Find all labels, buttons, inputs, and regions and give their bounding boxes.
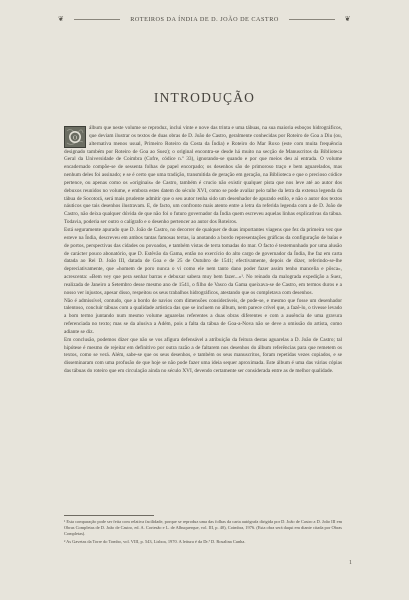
ornament-right-icon: ❦ <box>344 15 352 23</box>
illuminated-dropcap-icon <box>64 126 86 148</box>
body-text <box>64 125 342 376</box>
dropcap-letter: O <box>72 135 78 142</box>
footnote-rule <box>64 515 154 516</box>
running-title: ROTEIROS DA ÍNDIA DE D. JOÃO DE CASTRO <box>130 15 279 23</box>
page-number: 1 <box>349 560 352 566</box>
paragraph: Está seguramente apurado que D. João de Castro, no decorrer de qualquer de duas importantes viagens que fez da primeira vez que esteve na Índia, descreveu em ambos tantas famosas terras, ia anotando a bordo representações gráficas da configuração de baías e de portos, perspectivas das cidades ou povoados, e também vistas de terra tomadas do mar. O facto é testemunhado por uma alusão de carácter pouco abonatório, que D. Estêvão da Gama, então no exercício do alto cargo de governador da Índia, lhe faz em carta datada ao Rei D. João III, datada de Goa e de 25 de Outubro de 1541; efectivamente, depois de dizer, referindo-se-lhe depreciativamente, que «homem de poro nunca o vi como ele nem tanto dano poder fazer assim tenho mancelia e pôsca», acrescenta: «Bem vey que pera senhar barras e debuxar sabera muy bem fazer...»¹. No reinado da malograda expedição a Suez, realizada de Janeiro a Setembro desse mesmo ano de 1541, o filho de Vasco da Gama queixava-se de Castro, em termos duros e a nosso ver injustos, apesar disso, respeitou os seus trabalhos hidrográficos, atestando que os completava com desenhos. <box>64 226 342 296</box>
paragraph: Não é admissível, contudo, que a bordo de navios com dimensões consideráveis, de pode-se, e mesmo que fosse um desenhador talentoso, concluir tábuas com a qualidade artística das que se incluem no álbum, nem parece crível que, a fazê-lo, o tivesse levado a bom termo juntando num mesmo volume aguarelas referentes a duas obras diferentes e com a ausência de uma gravura referenciada no texto; mas se da alusiva a Adém, pois a falta da tábua de Goa-a-Nova não se deve a omissão do artista, como adiante se diz. <box>64 297 342 335</box>
header-rule-left <box>74 19 120 20</box>
running-header <box>58 13 351 25</box>
header-rule-right <box>289 19 335 20</box>
footnote: ² As Gavetas da Torre do Tombo, vol. VIII, p. 543, Lisboa, 1970. A leitura é da Dr.ª D. Rosalina Cunha. <box>64 539 246 545</box>
page-title: INTRODUÇÃO <box>153 90 256 105</box>
footnotes <box>64 515 342 547</box>
footnote: ¹ Esta comparação pode ser feita com relativa facilidade, porque se reproduz uma das folhas da carta autógrafa dirigida por D. João de Castro a D. João III em Obras Completas de D. João de Castro, ed. A. Cortesão e L. de Albuquerque, vol. III, p. 40), Coimbra, 1976. (Esta obra será daqui em diante citada por Obras Completas). <box>64 519 342 537</box>
paragraph: álbum que neste volume se reproduz, inclui vinte e nove das trinta e uma tábuas, na sua maioria esboços hidrográficos, que deviam ilustrar os textos de duas obras de D. João de Castro, geralmente conhecidas por Roteiro de Goa a Diu (ou, alternativa menos usual, Primeiro Roteiro da Costa da Índia) e Roteiro do Mar Roxo (este com muita frequência designado também por Roteiro de Goa ao Suez); o original encontra-se desde há muito na secção de Manuscritos da Biblioteca Geral da Universidade de Coimbra (Cofre, códice n.º 33), ignorando-se quando e por que meios deu aí entrada. O volume encadernado compõe-se de sessenta folhas de papel encorpado; os desenhos são de primoroso traço e bem aguarelados, mas nenhum deles foi assinado; e se é certo que uma tradição, transmitida de geração em geração, na Biblioteca e que o precioso códice pertence, ou apenas como os «originais» de Castro, também é crucio não existir qualquer pista que nos leve até ao autor dos debuxos reunidos no volume, e embora estes datem do século XVI, como se pode avaliar pelo talhe da letra da extensa legenda da tábua de Socotorá, será mais prudente admitir que o seu autor tenha sido um desenhador de apurado estilo, e não o autor dos textos náuticos que tais desenhos ilustravam. E, de facto, um confronto mais atento entre a letra da referida legenda com a de D. João de Castro, não deixa qualquer dúvida de que não foi o futuro governador da Índia quem escreveu aquelas linhas explicativas da tábua. Todavia, poderia ser outro o calígrafo e o desenho pertencer ao autor dos Roteiros. <box>64 125 342 226</box>
ornament-left-icon: ❦ <box>58 15 65 23</box>
paragraph: Em conclusão, podemos dizer que não se vos afigura defensável a atribuição da feitura destas aguarelas a D. João de Castro; tal hipótese é mesmo de rejeitar em definitivo por outra razão a de faltarem nos desenhos do álbum referências para que remetem os textos, como se verá. Além, sabe-se que os seus desenhos, e também os seus manuscritos, foram repetidas vezes copiados, e se disseminaram com uma profusão de que hoje se não pode fazer uma ideia sequer aproximada. Este álbum é uma das várias cópias das tábuas do roteiro que em circulação ainda no século XVI, devendo certamente ser considerada entre as de melhor qualidade. <box>64 336 342 375</box>
